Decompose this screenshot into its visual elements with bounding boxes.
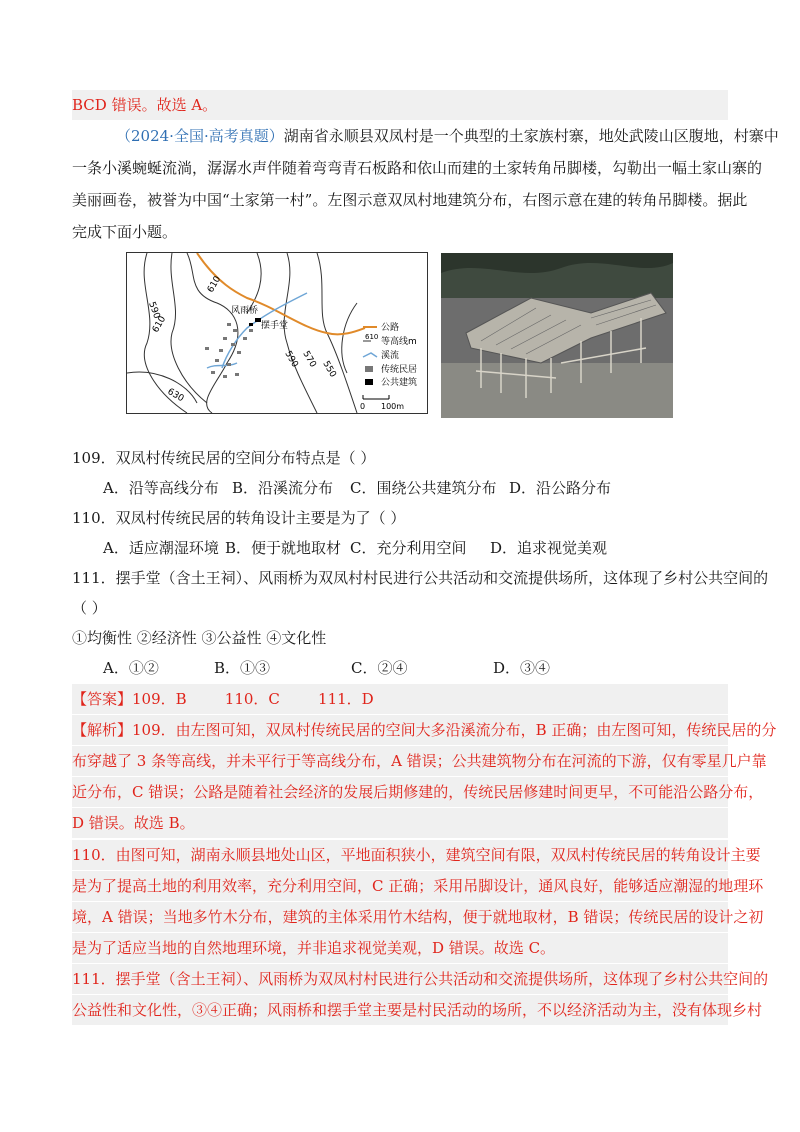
analysis-line-4: D 错误。故选 B。	[72, 808, 728, 838]
analysis-line-5: 110．由图可知，湖南永顺县地处山区，平地面积狭小，建筑空间有限，双凤村传统民居的转角设计主要	[72, 840, 728, 870]
map-label-hall: 摆手堂	[261, 321, 289, 331]
q109-option-c: C．围绕公共建筑分布	[350, 479, 497, 497]
q111-option-a: A．①②	[103, 659, 159, 677]
intro-line-4: 完成下面小题。	[72, 223, 178, 241]
contour-label-630: 630	[165, 386, 186, 405]
intro-line-3: 美丽画卷，被誉为中国“土家第一村”。左图示意双凤村地建筑分布，右图示意在建的转角吊脚楼。据此	[72, 191, 748, 209]
q111-option-d: D．③④	[493, 659, 551, 677]
village-map-figure	[126, 252, 428, 414]
photo-svg	[441, 253, 673, 418]
contour-label-610b: 610	[150, 314, 169, 335]
analysis-line-3: 近分布，C 错误；公路是随着社会经济的发展后期修建的，传统民居修建时间更早，不可能沿公路分布，	[72, 777, 728, 807]
legend-contour: 等高线m	[381, 337, 417, 347]
legend-contour-value: 610	[365, 333, 379, 341]
q109-option-a: A．沿等高线分布	[103, 479, 219, 497]
analysis-line-1: 【解析】109．由左图可知，双凤村传统民居的空间大多沿溪流分布，B 正确；由左图可知，传统民居的分	[72, 715, 728, 745]
scale-zero: 0	[360, 402, 366, 411]
question-111-stem: 111．摆手堂（含土王祠）、风雨桥为双凤村村民进行公共活动和交流提供场所，这体现了乡村公共空间的	[72, 569, 769, 587]
intro-line-2: 一条小溪蜿蜒流淌，潺潺水声伴随着弯弯青石板路和依山而建的土家转角吊脚楼，勾勒出一幅土家山寨的	[72, 159, 763, 177]
question-111-choices: ①均衡性 ②经济性 ③公益性 ④文化性	[72, 629, 327, 647]
analysis-line-6: 是为了提高土地的利用效率，充分利用空间，C 正确；采用吊脚设计，通风良好，能够适应潮湿的地理环	[72, 871, 728, 901]
legend-houses: 传统民居	[381, 365, 418, 375]
q110-option-d: D．追求视觉美观	[490, 539, 608, 557]
q110-option-b: B．便于就地取材	[225, 539, 342, 557]
scale-distance: 100m	[381, 402, 405, 411]
q111-option-b: B．①③	[214, 659, 271, 677]
q109-option-b: B．沿溪流分布	[232, 479, 334, 497]
analysis-line-10: 公益性和文化性，③④正确；风雨桥和摆手堂主要是村民活动的场所，不以经济活动为主，没有体现乡村	[72, 995, 728, 1025]
question-109-stem: 109．双凤村传统民居的空间分布特点是（ ）	[72, 449, 376, 467]
legend-road: 公路	[381, 323, 400, 333]
contour-label-570: 570	[300, 349, 318, 370]
analysis-line-9: 111．摆手堂（含土王祠）、风雨桥为双凤村村民进行公共活动和交流提供场所，这体现了乡村公共空间的	[72, 964, 728, 994]
question-111-paren: （ ）	[72, 599, 107, 617]
question-110-stem: 110．双凤村传统民居的转角设计主要是为了（ ）	[72, 509, 406, 527]
question-source: （2024·全国·高考真题）	[116, 127, 284, 145]
contour-label-550: 550	[320, 359, 338, 380]
legend-stream: 溪流	[381, 351, 400, 361]
q110-option-a: A．适应潮湿环境	[103, 539, 219, 557]
q111-option-c: C．②④	[351, 659, 408, 677]
analysis-line-2: 布穿越了 3 条等高线，并未平行于等高线分布，A 错误；公共建筑物分布在河流的下游，仅有零星几户靠	[72, 746, 728, 776]
contour-label-610a: 610	[205, 274, 224, 295]
map-svg	[127, 253, 427, 413]
analysis-line-7: 境，A 错误；当地多竹木分布，建筑的主体采用竹木结构，便于就地取材，B 错误；传统民居的设计之初	[72, 902, 728, 932]
map-label-bridge: 风雨桥	[231, 306, 259, 316]
answer-key: 【答案】109．B 110．C 111．D	[72, 684, 728, 714]
analysis-line-8: 是为了适应当地的自然地理环境，并非追求视觉美观，D 错误。故选 C。	[72, 933, 728, 963]
q110-option-c: C．充分利用空间	[350, 539, 467, 557]
stilt-house-photo	[441, 253, 673, 418]
contour-label-590: 590	[146, 300, 162, 321]
legend-public: 公共建筑	[381, 378, 418, 388]
contour-label-590b: 590	[282, 349, 300, 370]
intro-line-1	[72, 121, 779, 151]
q109-option-d: D．沿公路分布	[509, 479, 612, 497]
previous-answer-tail: BCD 错误。故选 A。	[72, 90, 728, 120]
intro-text-1: 湖南省永顺县双凤村是一个典型的土家族村寨，地处武陵山区腹地，村寨中	[283, 127, 779, 145]
